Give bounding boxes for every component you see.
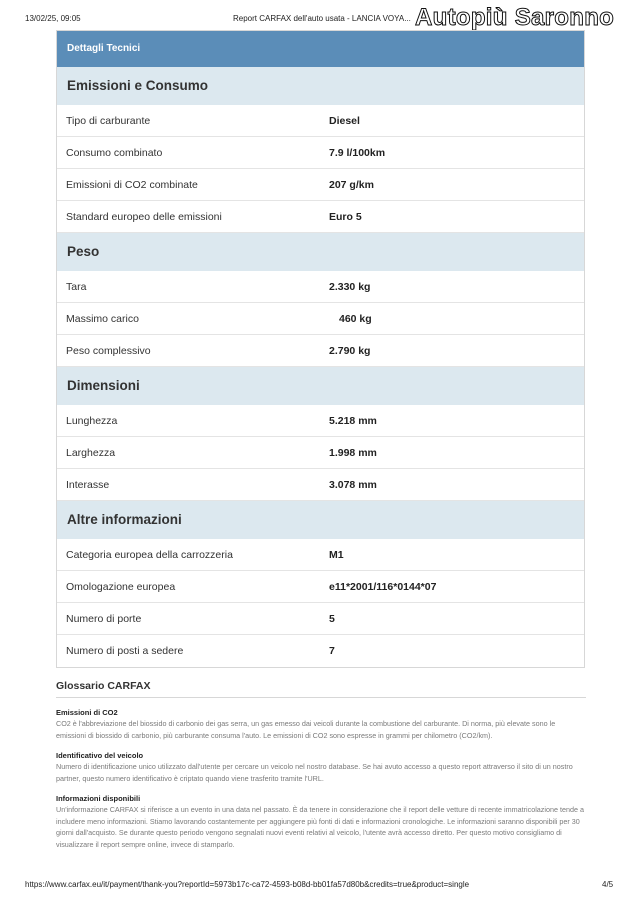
spec-row — [57, 335, 584, 367]
spec-value: 7 — [329, 645, 335, 657]
spec-row — [57, 169, 584, 201]
spec-label: Standard europeo delle emissioni — [66, 211, 222, 223]
glossary-definition: Numero di identificazione unico utilizzato dall'utente per cercare un veicolo nel nostro database. Se hai avuto accesso a questo report attraverso il sito di un nostro partner, questo numero identificativo è criptato quando viene trasferito tramite l'URL. — [56, 762, 573, 783]
glossary-title: Glossario CARFAX — [56, 680, 586, 698]
print-url: https://www.carfax.eu/it/payment/thank-you?reportId=5973b17c-ca72-4593-b08d-bb01fa57d80b&credits=true&product=single — [25, 880, 470, 889]
spec-row — [57, 201, 584, 233]
section-heading: Altre informazioni — [57, 501, 584, 539]
spec-value: Diesel — [329, 115, 360, 127]
spec-label: Consumo combinato — [66, 147, 163, 159]
technical-details-panel — [56, 30, 585, 668]
spec-row — [57, 437, 584, 469]
spec-row — [57, 469, 584, 501]
spec-label: Emissioni di CO2 combinate — [66, 179, 198, 191]
spec-value: M1 — [329, 549, 344, 561]
spec-value: 207 g/km — [329, 179, 374, 191]
glossary — [56, 680, 586, 850]
spec-row — [57, 571, 584, 603]
section-heading: Peso — [57, 233, 584, 271]
spec-value: 7.9 l/100km — [329, 147, 386, 159]
spec-row — [57, 539, 584, 571]
dealer-watermark: Autopiù Saronno — [415, 4, 615, 31]
spec-label: Omologazione europea — [66, 581, 176, 593]
glossary-term: Identificativo del veicolo — [56, 751, 144, 760]
spec-value: e11*2001/116*0144*07 — [329, 581, 437, 593]
panel-title: Dettagli Tecnici — [57, 31, 584, 67]
spec-row — [57, 137, 584, 169]
spec-row — [57, 303, 584, 335]
print-page-title: Report CARFAX dell'auto usata - LANCIA VOYA... — [233, 14, 411, 23]
spec-label: Larghezza — [66, 447, 116, 459]
spec-label: Peso complessivo — [66, 345, 151, 357]
spec-row — [57, 105, 584, 137]
spec-value: 2.330 kg — [329, 281, 371, 293]
spec-label: Interasse — [66, 479, 110, 491]
spec-label: Lunghezza — [66, 415, 118, 427]
glossary-term: Emissioni di CO2 — [56, 708, 118, 717]
spec-value: 5 — [329, 613, 335, 625]
glossary-term: Informazioni disponibili — [56, 794, 141, 803]
spec-value: 5.218 mm — [329, 415, 377, 427]
glossary-definition: Un'informazione CARFAX si riferisce a un evento in una data nel passato. È da tenere in considerazione che il report delle vetture di recente immatricolazione tende a includere meno informazioni. Stiamo lavorando costantemente per aggiungere più fonti di dati e informazioni cronologiche. Le informazioni saranno disponibili per 30 giorni dall'acquisto. Se durante questo periodo vengono segnalati nuovi eventi relativi al veicolo, l'utente avrà accesso diretto. Per questo motivo consigliamo di visualizzare il report sempre online, invece di stamparlo. — [56, 805, 584, 849]
spec-row — [57, 405, 584, 437]
spec-value: Euro 5 — [329, 211, 362, 223]
spec-value: 3.078 mm — [329, 479, 377, 491]
spec-label: Numero di porte — [66, 613, 142, 625]
spec-label: Numero di posti a sedere — [66, 645, 184, 657]
glossary-definition: CO2 è l'abbreviazione del biossido di carbonio dei gas serra, un gas emesso dai veicoli durante la combustione del carburante. Di norma, più elevate sono le emissioni di biossido di carbonio, più carburante consuma l'auto. Le emissioni di CO2 sono espresse in grammi per chilometro (CO2/km). — [56, 719, 556, 740]
spec-value: 1.998 mm — [329, 447, 377, 459]
spec-row — [57, 603, 584, 635]
spec-label: Tipo di carburante — [66, 115, 151, 127]
section-heading: Emissioni e Consumo — [57, 67, 584, 105]
spec-value: 460 kg — [339, 313, 372, 325]
section-heading: Dimensioni — [57, 367, 584, 405]
spec-label: Categoria europea della carrozzeria — [66, 549, 233, 561]
spec-row — [57, 635, 584, 667]
print-date: 13/02/25, 09:05 — [25, 14, 81, 23]
spec-row — [57, 271, 584, 303]
spec-label: Massimo carico — [66, 313, 139, 325]
spec-value: 2.790 kg — [329, 345, 371, 357]
page-number: 4/5 — [602, 880, 614, 889]
spec-label: Tara — [66, 281, 87, 293]
